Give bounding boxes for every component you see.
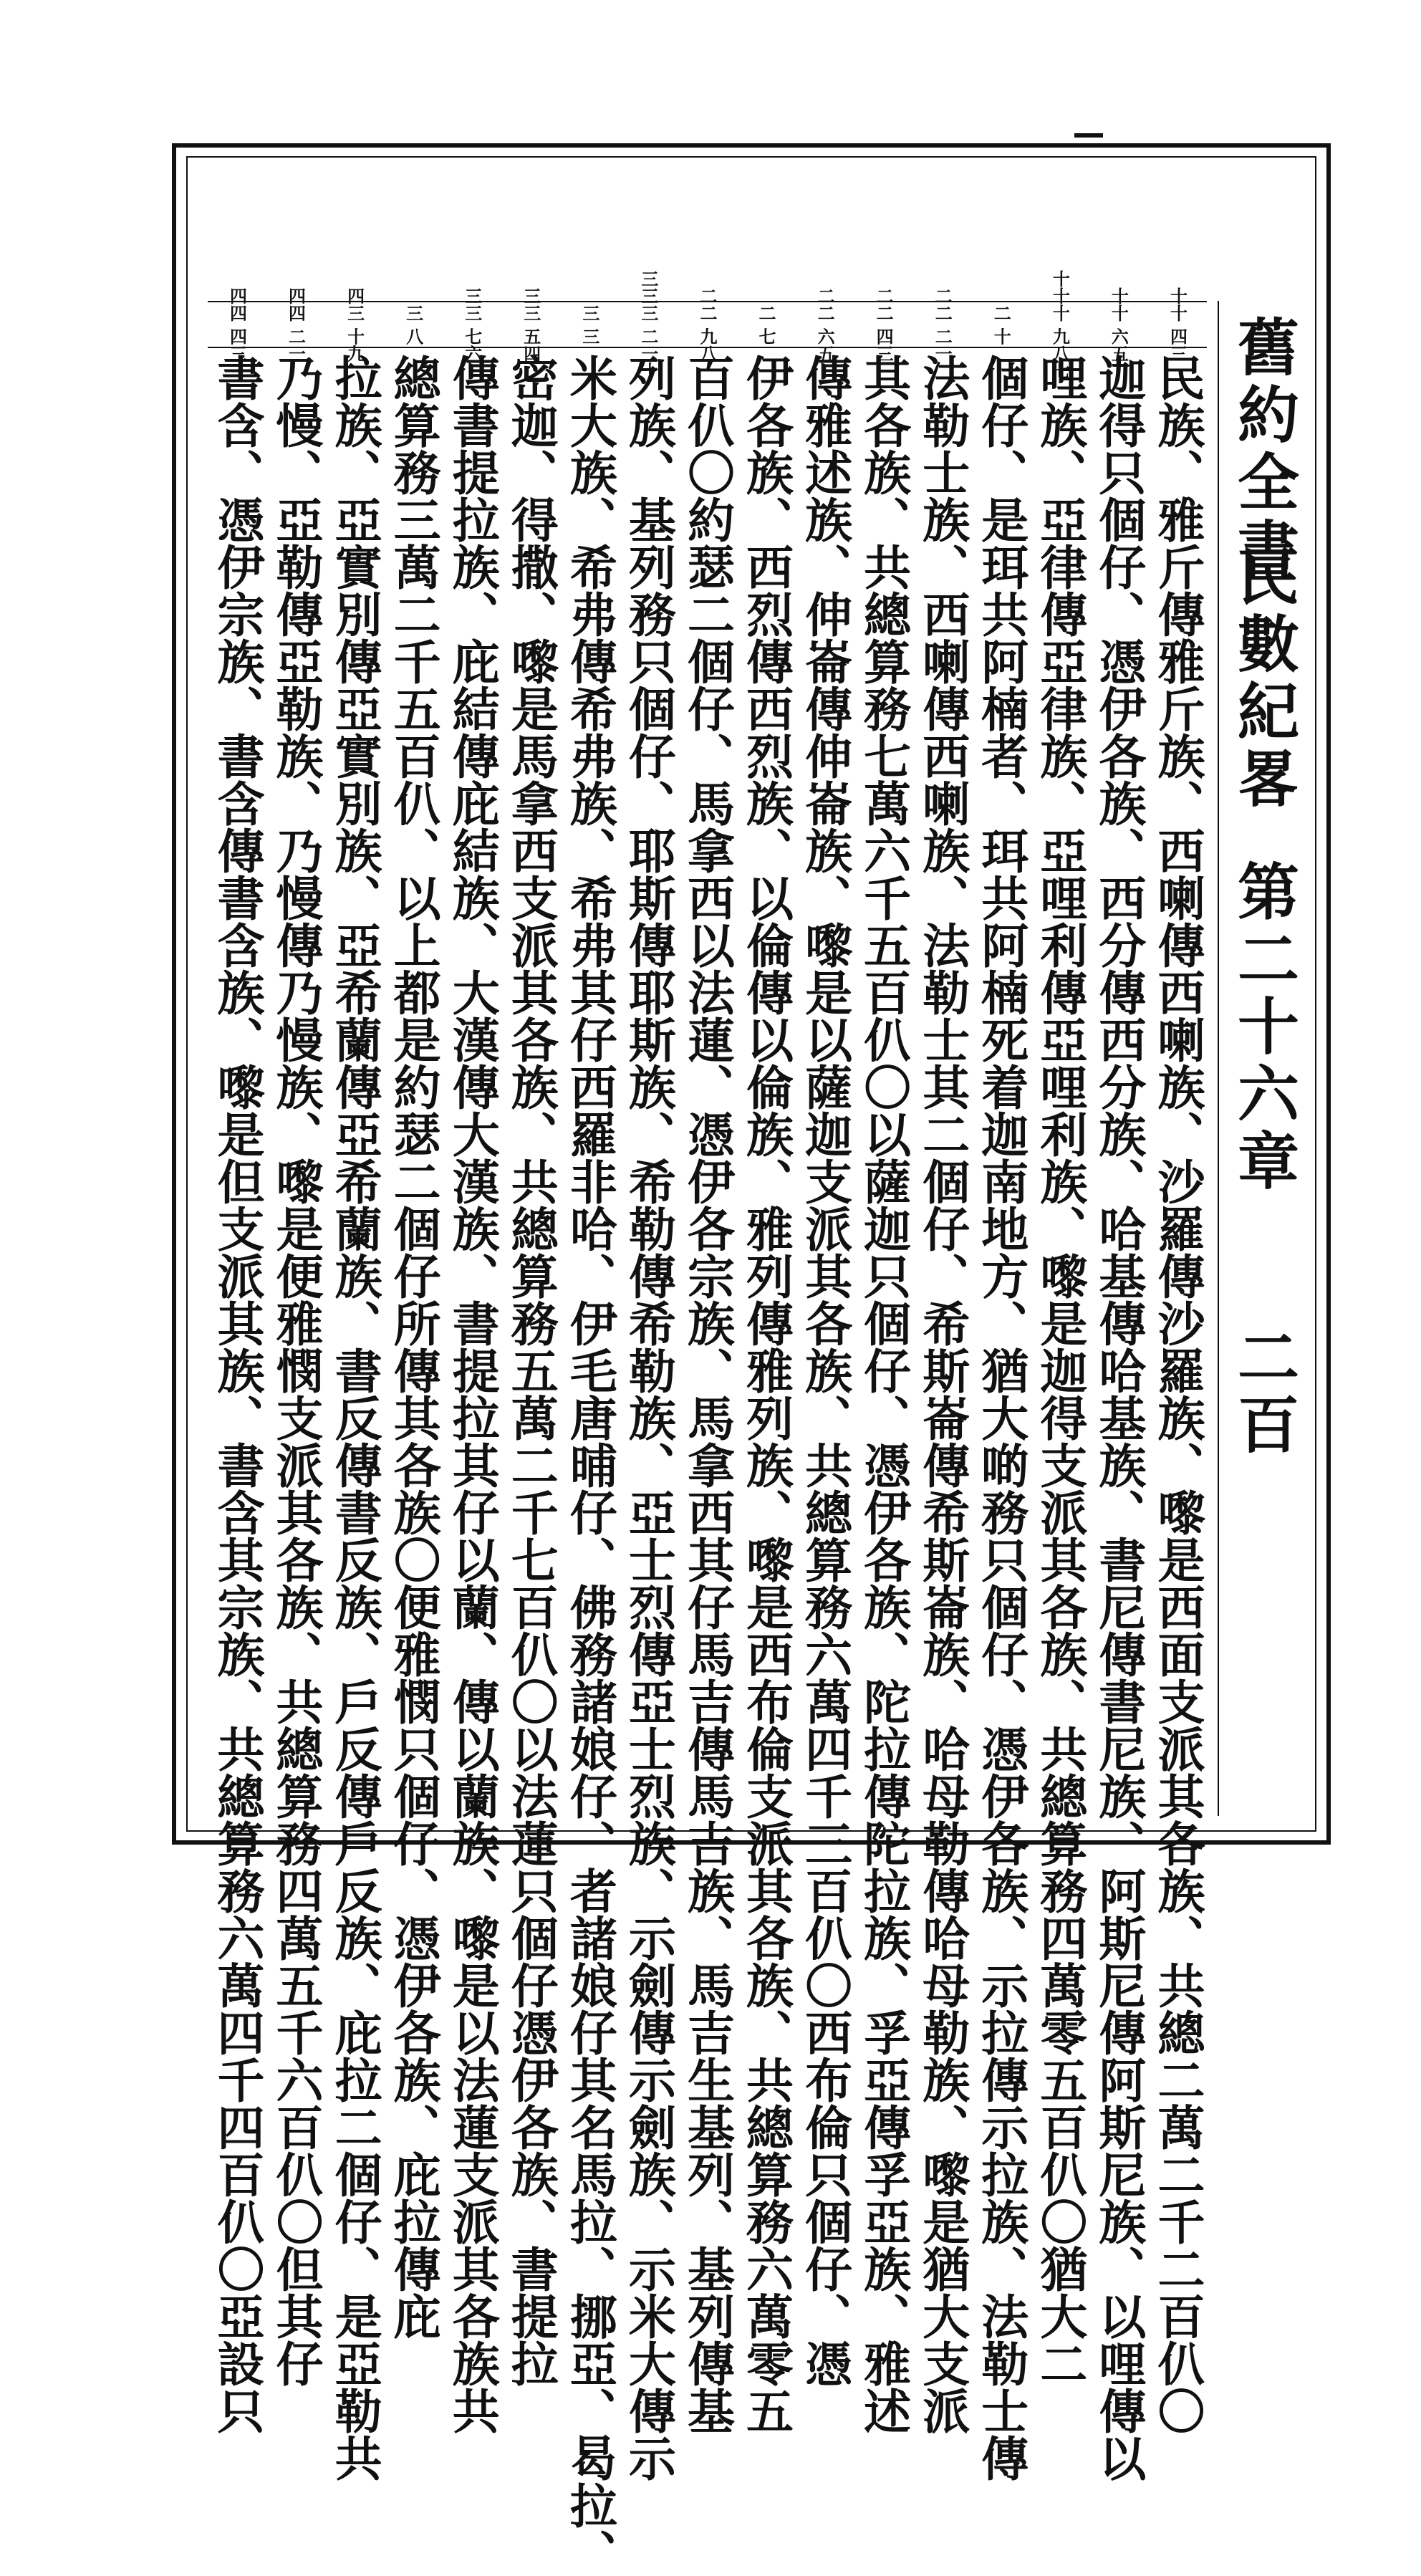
verse-ref: 三三 七六: [443, 302, 501, 348]
chapter-title: 第二十六章: [1227, 860, 1299, 1196]
verse-ref: 十十 六五: [1089, 302, 1148, 348]
verse-ref: 二二 九八: [678, 302, 736, 348]
text-column: [443, 287, 501, 2434]
text-line: 傳雅述族、伸崙傳伸崙族、嚟是以薩迦支派其各族、共總算務六萬四千三百仈〇西布倫只個仔、憑: [796, 354, 853, 2387]
text-line: 密迦、得撒、嚟是馬拿西支派其各族、共總算務五萬二千七百仈〇以法蓮只個仔憑伊各族、書提拉: [503, 354, 559, 2387]
text-line: 法勒士族、西喇傳西喇族、法勒士其二個仔、希斯崙傳希斯崙族、哈母勒傳哈母勒族、嚟是猶大支派: [914, 354, 970, 2434]
text-column: [1148, 287, 1207, 2434]
verse-ref: 四四 二一: [266, 302, 325, 348]
verse-ref: 四四 四三: [208, 302, 266, 348]
verse-ref: 十十十 九八七: [1031, 302, 1089, 348]
text-column: [913, 287, 972, 2434]
text-column: [972, 301, 1031, 2481]
text-line: 拉族、亞實別傳亞實別族、亞希蘭傳亞希蘭族、書反傳書反族、戶反傳戶反族、庇拉二個仔、是亞勒共: [327, 354, 383, 2481]
text-line: 迦得只個仔、憑伊各族、西分傳西分族、哈基傳哈基族、書尼傳書尼族、阿斯尼傳阿斯尼族、以哩傳以: [1090, 354, 1147, 2481]
verse-ref: 四三 十九: [325, 302, 384, 348]
verse-ref: 二二 四三: [854, 302, 913, 348]
text-column: [796, 287, 854, 2387]
verse-ref: 二二 六五: [796, 302, 854, 348]
text-column: [384, 301, 443, 2340]
verse-ref: 三 八: [384, 302, 443, 348]
text-line: 傳書提拉族、庇結傳庇結族、大漢傳大漢族、書提拉其仔以蘭、傳以蘭族、嚟是以法蓮支派其各族共: [444, 354, 501, 2434]
text-column: [266, 287, 325, 2387]
text-column: [737, 301, 796, 2434]
text-line: 伊各族、西烈傳西烈族、以倫傳以倫族、雅列傳雅列族、嚟是西布倫支派其各族、共總算務六萬零五: [738, 354, 794, 2434]
verse-ref: 二 十: [972, 302, 1031, 348]
text-line: 哩族、亞律傳亞律族、亞哩利傳亞哩利族、嚟是迦得支派其各族、共總算務四萬零五百仈〇猶大二: [1031, 354, 1088, 2387]
verse-ref: 二二 二一: [913, 302, 972, 348]
main-text-body: [208, 269, 1207, 2576]
text-line: 個仔、是珥共阿楠者、珥共阿楠死着迦南地方、猶大啲務只個仔、憑伊各族、示拉傳示拉族、法勒士傳: [973, 354, 1029, 2481]
text-line: 其各族、共總算務七萬六千五百仈〇以薩迦只個仔、憑伊各族、陀拉傳陀拉族、孚亞傳孚亞族、雅述: [855, 354, 912, 2434]
book-title: 舊約全書: [1227, 315, 1299, 585]
text-column: [1089, 287, 1148, 2481]
text-column: [678, 287, 736, 2434]
verse-ref: 三三 五四: [501, 302, 560, 348]
text-line: 百仈〇約瑟二個仔、馬拿西以法蓮、憑伊各宗族、馬拿西其仔馬吉傳馬吉族、馬吉生基列、基列傳基: [679, 354, 736, 2434]
text-line: 列族、基列務只個仔、耶斯傳耶斯族、希勒傳希勒族、亞士烈傳亞士烈族、示劍傳示劍族、示米大傳示: [620, 354, 677, 2481]
text-column: [325, 287, 384, 2481]
text-line: 書含、憑伊宗族、書含傳書含族、嚟是但支派其族、書含其宗族、共總算務六萬四千四百仈〇亞設只: [208, 354, 265, 2434]
text-line: 總算務三萬二千五百仈、以上都是約瑟二個仔所傳其各族〇便雅憫只個仔、憑伊各族、庇拉傳庇: [385, 354, 442, 2340]
text-column: [1031, 269, 1089, 2387]
verse-ref: 二 七: [737, 302, 796, 348]
top-edge-mark: [1074, 133, 1103, 138]
verse-ref: 三 三: [560, 302, 619, 348]
page-number: 二百: [1227, 1325, 1299, 1460]
text-column: [560, 301, 619, 2576]
section-title: 民數紀畧: [1227, 544, 1299, 814]
text-column: [501, 287, 560, 2387]
verse-ref: 三三三 二一十: [619, 302, 678, 348]
verse-ref: 十十 四三: [1148, 302, 1207, 348]
text-line: 米大族、希弗傳希弗族、希弗其仔西羅非哈、伊毛唐晡仔、佛務諸娘仔、者諸娘仔其名馬拉、挪亞、曷拉、: [562, 354, 618, 2576]
text-line: 民族、雅斤傳雅斤族、西喇傳西喇族、沙羅傳沙羅族、嚟是西面支派其各族、共總二萬二千二百仈〇: [1149, 354, 1205, 2434]
text-column: [619, 269, 678, 2481]
text-column: [208, 287, 266, 2434]
text-column: [854, 287, 913, 2434]
text-line: 乃慢、亞勒傳亞勒族、乃慢傳乃慢族、嚟是便雅憫支派其各族、共總算務四萬五千六百仈〇但其仔: [268, 354, 324, 2387]
